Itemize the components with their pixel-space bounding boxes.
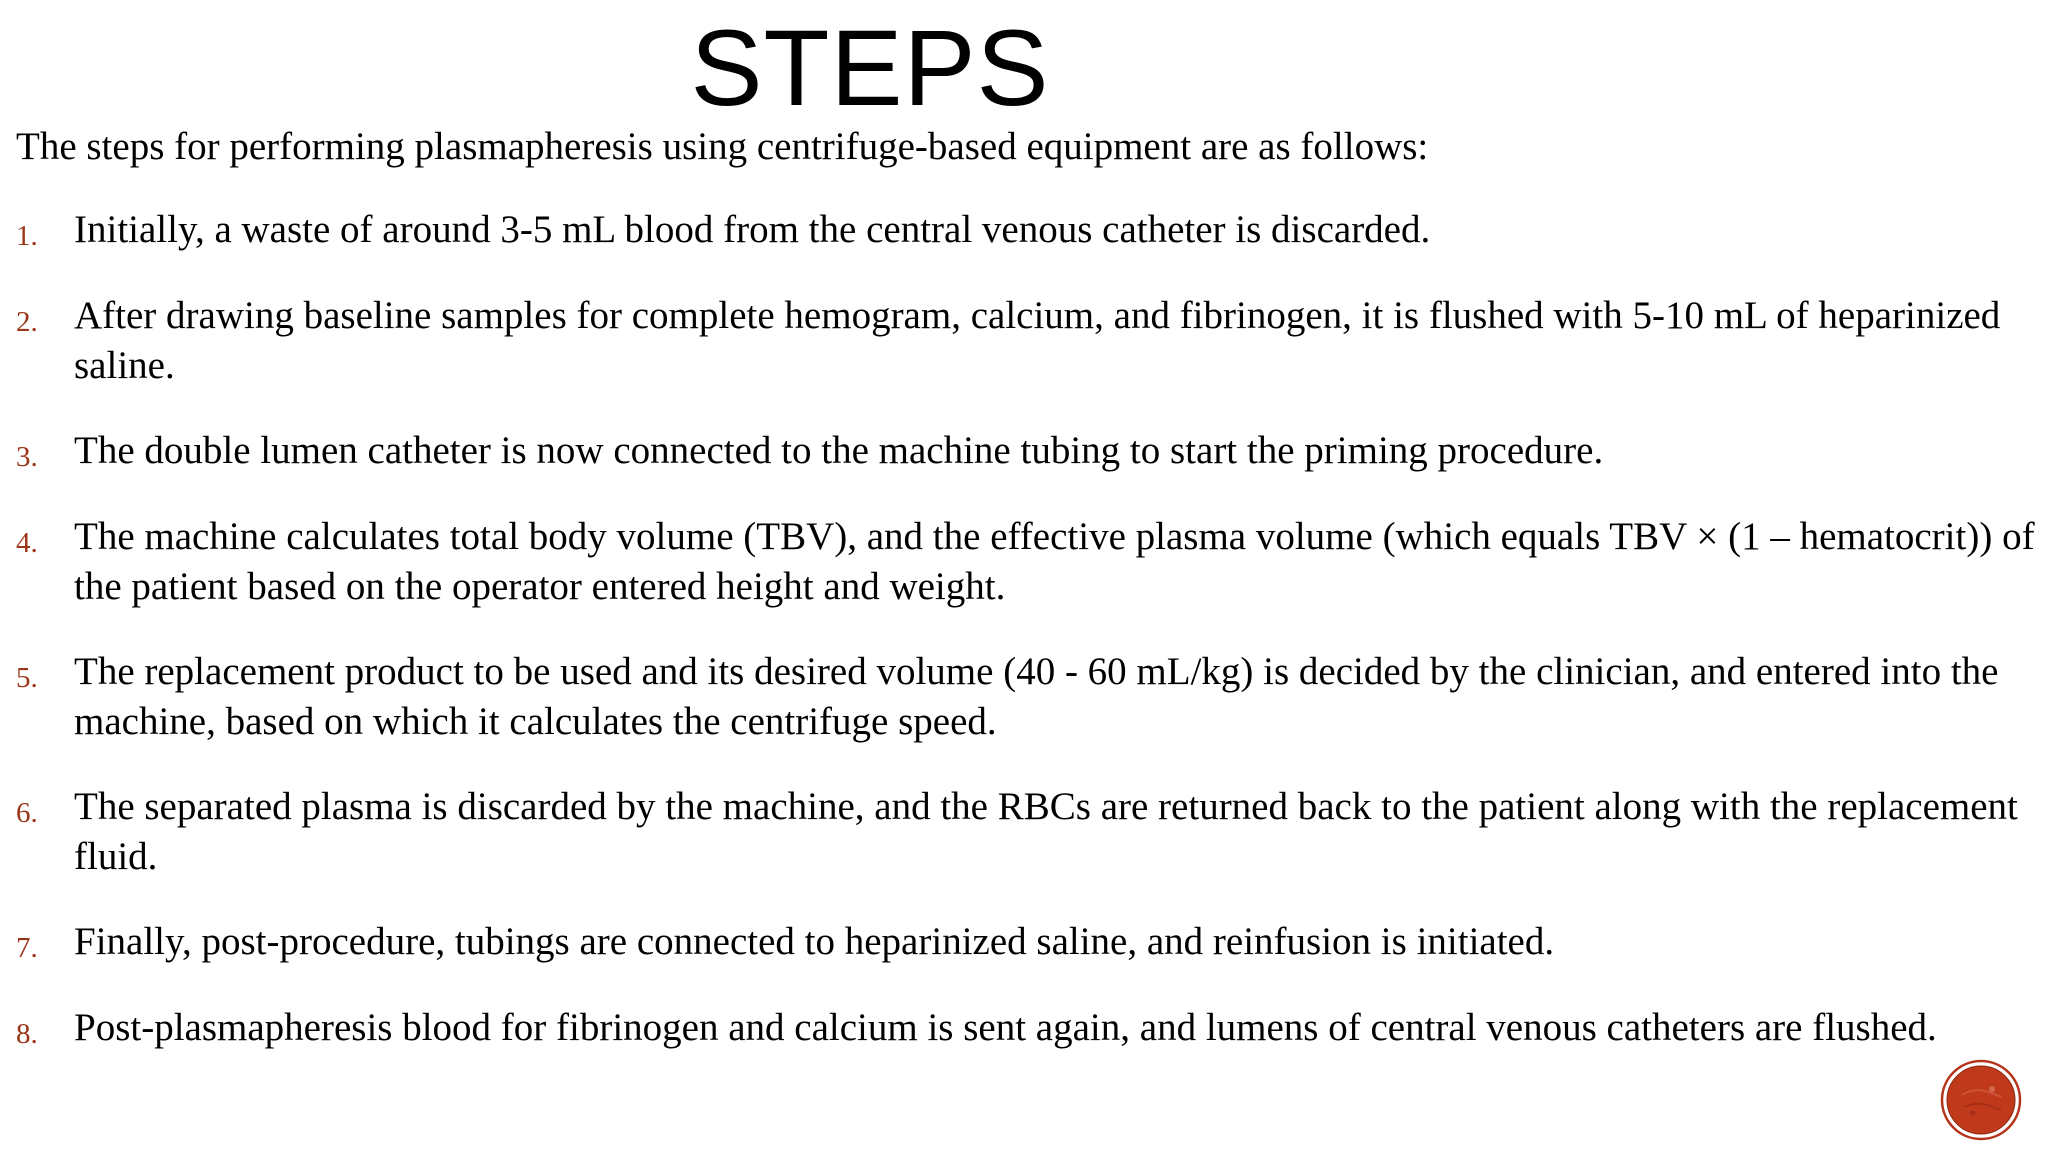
step-number: 4. bbox=[16, 527, 38, 559]
step-text bbox=[74, 205, 2046, 255]
step-text-line: The replacement product to be used and its desired volume (40 - 60 mL/kg) is decided by the clinician, and entered into the bbox=[74, 650, 1999, 693]
step-text-line: The machine calculates total body volume (TBV), and the effective plasma volume (which equals TBV × (1 – hematocrit)) of bbox=[74, 515, 2035, 558]
step-text bbox=[74, 917, 2046, 967]
step-number: 5. bbox=[16, 662, 38, 694]
step-text bbox=[74, 647, 2046, 747]
step-text bbox=[74, 291, 2046, 391]
step-text-line: Post-plasmapheresis blood for fibrinogen and calcium is sent again, and lumens of central venous catheters are flushed. bbox=[74, 1006, 1937, 1049]
step-number: 7. bbox=[16, 932, 38, 964]
step-text bbox=[74, 782, 2046, 882]
step-text-line: The separated plasma is discarded by the machine, and the RBCs are returned back to the patient along with the replacement bbox=[74, 785, 2018, 828]
step-number: 6. bbox=[16, 797, 38, 829]
step-text-line: machine, based on which it calculates the centrifuge speed. bbox=[74, 700, 997, 743]
step-number: 3. bbox=[16, 441, 38, 473]
step-text-line: Finally, post-procedure, tubings are connected to heparinized saline, and reinfusion is initiated. bbox=[74, 920, 1555, 963]
step-text bbox=[74, 1003, 2046, 1053]
step-text bbox=[74, 512, 2046, 612]
step-text-line: The double lumen catheter is now connected to the machine tubing to start the priming procedure. bbox=[74, 429, 1604, 472]
step-text-line: fluid. bbox=[74, 835, 158, 878]
circle-badge-icon bbox=[1940, 1059, 2022, 1141]
intro-text: The steps for performing plasmapheresis using centrifuge-based equipment are as follows: bbox=[16, 125, 1429, 168]
step-text-line: Initially, a waste of around 3-5 mL blood from the central venous catheter is discarded. bbox=[74, 208, 1431, 251]
step-number: 1. bbox=[16, 220, 38, 252]
step-text-line: After drawing baseline samples for complete hemogram, calcium, and fibrinogen, it is flushed with 5-10 mL of heparinized bbox=[74, 294, 2001, 337]
step-text-line: saline. bbox=[74, 344, 175, 387]
step-number: 8. bbox=[16, 1018, 38, 1050]
step-text bbox=[74, 426, 2046, 476]
step-text-line: the patient based on the operator entered height and weight. bbox=[74, 565, 1006, 608]
slide-title: STEPS bbox=[690, 7, 1050, 128]
step-number: 2. bbox=[16, 306, 38, 338]
